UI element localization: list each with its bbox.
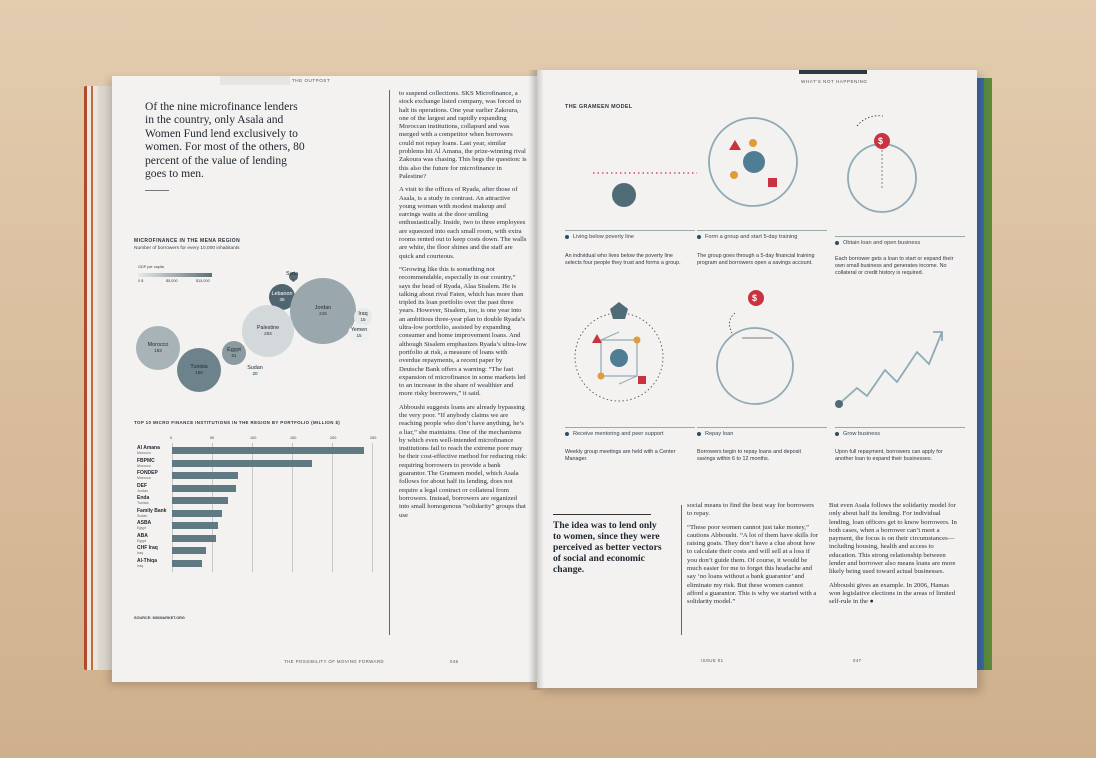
- peer-hub: [610, 349, 628, 367]
- bar-label: Al-Thiqa: [137, 557, 157, 564]
- bar-label: FONDEP: [137, 470, 158, 476]
- peer-dot: [634, 337, 641, 344]
- bubble-value: 183: [154, 348, 162, 353]
- article-column-2: [687, 502, 819, 612]
- bubble-label: Lebanon: [271, 291, 293, 297]
- x-tick-label: 50: [210, 436, 215, 440]
- paragraph: But even Asala follows the solidarity model for only about half its lending. For individual lending, loan officers get to know borrowers. In both cases, when a borrower can’t meet a payment, the focus is on their circumstances—including housing, health and access to education. This strong relationship between lender and borrower also means loans are more likely being used toward actual businesses.: [829, 502, 957, 576]
- step-title-text: Living below poverty line: [573, 234, 634, 240]
- bar-country-label: Morocco: [137, 476, 151, 480]
- page-number-right: 047: [853, 658, 862, 663]
- bubble-value: 5: [292, 278, 295, 283]
- footer-title: THE POSSIBILITY OF MOVING FORWARD: [284, 659, 384, 664]
- bar-label: FBPMC: [137, 457, 155, 464]
- step-bullet-icon: [565, 235, 569, 239]
- bar-label: Enda: [137, 495, 150, 501]
- group-member-square: [768, 178, 777, 187]
- bar: [172, 472, 238, 479]
- running-head-left: THE OUTPOST: [292, 78, 331, 83]
- bar-country-label: Tunisia: [137, 501, 149, 505]
- step-5-title: [697, 427, 827, 437]
- bubble-value: 36: [279, 297, 285, 302]
- growth-start-dot: [835, 400, 843, 408]
- bar-label: ABA: [137, 532, 148, 539]
- bubble-label: Tunisia: [190, 364, 208, 370]
- bar-country-label: Morocco: [137, 463, 151, 468]
- peer-square: [638, 376, 646, 384]
- bubble-value: 204: [264, 331, 272, 336]
- bar: [172, 447, 364, 454]
- left-page: [112, 76, 537, 682]
- network-link: [619, 376, 637, 384]
- step-bullet-icon: [697, 235, 701, 239]
- step-1-title: [565, 230, 695, 240]
- bar-country-label: Iraq: [137, 551, 144, 555]
- step-6-desc: Upon full repayment, borrowers can apply for another loan to expand their businesses.: [835, 449, 943, 462]
- bubble-label: Sudan: [247, 365, 263, 371]
- bar: [172, 560, 202, 567]
- x-tick-label: 200: [330, 436, 337, 440]
- step-title-text: Grow business: [843, 431, 880, 437]
- step-3-desc: Each borrower gets a loan to start or expand their own small business and generates income. No collateral or credit history is required.: [835, 256, 954, 276]
- bar: [172, 522, 218, 529]
- step-3-title: [835, 236, 965, 246]
- dollar-symbol: $: [752, 293, 758, 303]
- bar: [172, 535, 216, 542]
- paragraph: to suspend collections. SKS Microfinance, a stock exchange listed company, was forced to halt its operations. One year earlier Zakoura, one of the largest and rapidly expanding Moroccan institutions, collapsed and was merged with a competitor when borrowers could not repay loans. Last year, similar problems hit Al Amana, the prize-winning rival Zakoura was chasing. This begs the question: is this also the future for microfinance in Palestine?: [399, 90, 527, 180]
- footer-issue: ISSUE 01: [701, 658, 724, 663]
- step-title-text: Form a group and start 5-day training: [705, 234, 798, 240]
- peer-dot: [598, 373, 605, 380]
- column-rule: [681, 505, 682, 635]
- paragraph: “These poor women cannot just take money,” cautions Abboushi. “A lot of them have skills for raising goats. They don’t have a clue about how to calculate their costs and will sell at a loss if you don’t guide them. Of course, it would be much easier for me to forget this headache and say ‘no loans without a bank guarantor’ and eliminate my risk. But these women cannot afford a guarantor. This is why we started with a solidarity model.”: [687, 523, 818, 606]
- gridline: [332, 443, 333, 572]
- article-column-1: [399, 90, 527, 525]
- article-column-3: [829, 502, 959, 612]
- bubble-value: 15: [360, 317, 366, 322]
- right-page: [537, 70, 977, 688]
- repay-arrow: [729, 313, 735, 335]
- x-tick-label: 0: [170, 436, 173, 440]
- network-link: [601, 332, 619, 340]
- bubble-value: 158: [195, 370, 203, 375]
- running-head-right: WHAT’S NOT HAPPENING: [801, 79, 868, 84]
- step-4-desc: Weekly group meetings are held with a Center Manager.: [565, 449, 676, 462]
- bar-country-label: Iraq: [137, 563, 144, 568]
- legend-tick: 0 $: [138, 279, 144, 283]
- center-manager-pentagon: [610, 302, 628, 319]
- bubble-chart-title: MICROFINANCE IN THE MENA REGION: [134, 238, 241, 244]
- legend-label: GDP per capita: [138, 265, 164, 269]
- bar: [172, 497, 228, 504]
- bubble-label: Egypt: [227, 347, 241, 353]
- callout-quote: The idea was to lend only to women, since they were perceived as better vectors of social and economic change.: [553, 520, 662, 575]
- step-4-title: [565, 427, 695, 437]
- legend-tick: $5,000: [166, 279, 178, 283]
- step-6-title: [835, 427, 965, 437]
- step-2-title: [697, 230, 827, 240]
- bar-label: Family Bank: [137, 507, 167, 514]
- paragraph: A visit to the offices of Ryada, after those of Asala, is a study in contrast. An attractive young woman with modest makeup and earrings waits at the door smiling enthusiastically. Inside, two to three employees are squeezed into each small room, with extra rooms rented out to keep costs down. The walls are white, the floor shines and the staff are quick and courteous.: [399, 186, 527, 260]
- bubble-chart-subtitle: Number of borrowers for every 10,000 inhabitants: [134, 246, 240, 251]
- bar-chart-title: TOP 10 MICRO FINANCE INSTITUTIONS IN THE REGION BY PORTFOLIO (MILLION $): [134, 420, 341, 425]
- loan-arrow: [857, 116, 883, 126]
- bar-country-label: Sudan: [137, 513, 148, 518]
- bubble-label: Iraq: [358, 311, 368, 317]
- step-bullet-icon: [835, 432, 839, 436]
- bar-country-label: Egypt: [137, 538, 147, 543]
- bubble-label: Syria: [286, 271, 299, 277]
- section-title: THE GRAMEEN MODEL: [565, 104, 633, 110]
- bar-country-label: Egypt: [137, 526, 147, 530]
- bubble-label: Morocco: [147, 342, 169, 348]
- paragraph: Abboushi suggests loans are already bypassing the very poor. “If anybody claims we are reaching people who don’t have anything, he’s a liar,” she maintains. One of the mechanisms by which even well-intended microfinance institutions fail to reach the extreme poor may be their cost-effective method for reducing risk: requiring borrowers to provide a bank guarantor. The Grameen model, which Asala follows for about half its lending, does not require a legal contract or collateral from borrowers. Instead, borrowers are organized into small homogenous “solidarity” groups that use: [399, 403, 528, 519]
- bar-label: Al Amana: [137, 445, 160, 451]
- spine-shadow: [528, 70, 544, 690]
- bubble-value: 15: [356, 333, 362, 338]
- bar-label: CHF Iraq: [137, 545, 158, 551]
- group-member-circle: [743, 151, 765, 173]
- bar: [172, 485, 236, 492]
- step-bullet-icon: [697, 432, 701, 436]
- paragraph: “Growing like this is something not recommendable, especially in our country,” says the head of Ryada, Alaa Sisalem. He is talking about rival Faten, which has more than tripled its loan portfolio over the past three years. However, Sisalem, too, is one year into an ambitious three-year plan to double Ryada’s ultra-low portfolio, assisted by expanding consumer and home improvement loans. And although Sisalem emphasizes Ryada’s ultra-low portfolio at risk, a measure of loans with overdue repayments, a recent paper by Deutsche Bank offers a warning: “The fast expansion of microfinance in some markets led to an increase in the share of wealthier and more risky borrowers,” it said.: [399, 265, 527, 398]
- bubble-label: Yemen: [350, 327, 368, 333]
- bar: [172, 510, 222, 517]
- paragraph: Abboushi gives an example. In 2006, Hamas won legislative elections in the areas of limited self-rule in the ●: [829, 581, 956, 606]
- bubble-value: 20: [252, 371, 258, 376]
- bar-label: ASBA: [137, 520, 152, 526]
- bar-country-label: Morocco: [137, 451, 151, 455]
- bar-country-label: Jordan: [137, 488, 148, 493]
- repay-circle: [717, 328, 793, 404]
- bubble-value: 61: [231, 353, 237, 358]
- page-number-left: 046: [450, 659, 459, 664]
- step-bullet-icon: [835, 241, 839, 245]
- dollar-symbol: $: [878, 136, 884, 146]
- step-1-desc: An individual who lives below the poverty line selects four people they trust and forms a group.: [565, 253, 681, 266]
- step-title-text: Repay loan: [705, 431, 734, 437]
- pull-quote: Of the nine microfinance lenders in the country, only Asala and Women Fund lend exclusively to women. For most of the others, 80 percent of the value of lending goes to men.: [145, 100, 305, 181]
- step-5-desc: Borrowers begin to repay loans and deposit savings within 6 to 12 months.: [697, 449, 801, 462]
- callout-rule: [553, 514, 651, 515]
- group-member-triangle: [729, 140, 741, 150]
- column-rule: [389, 90, 390, 635]
- x-tick-label: 150: [290, 436, 297, 440]
- bubble-label: Palestine: [256, 325, 280, 331]
- peer-triangle: [592, 334, 602, 343]
- group-member-dot: [730, 171, 738, 179]
- chart-source: SOURCE: MIXMARKET.ORG: [134, 616, 185, 620]
- group-member-dot: [749, 139, 757, 147]
- step-title-text: Receive mentoring and peer support: [573, 431, 664, 437]
- bar: [172, 460, 312, 467]
- step-bullet-icon: [565, 432, 569, 436]
- bubble-label: Jordan: [314, 305, 332, 311]
- x-tick-label: 100: [250, 436, 257, 440]
- x-tick-label: 250: [370, 436, 377, 440]
- step-title-text: Obtain loan and open business: [843, 240, 921, 246]
- gridline: [372, 443, 373, 572]
- bubble-value: 215: [319, 311, 327, 316]
- paragraph: social means to find the best way for borrowers to repay.: [687, 502, 815, 518]
- growth-line: [839, 332, 942, 404]
- bar-label: DEF: [137, 482, 147, 489]
- step-2-desc: The group goes through a 5-day financial training program and borrowers open a savings account.: [697, 253, 815, 266]
- person-circle: [612, 183, 636, 207]
- bar: [172, 547, 206, 554]
- legend-tick: $15,000: [196, 279, 210, 283]
